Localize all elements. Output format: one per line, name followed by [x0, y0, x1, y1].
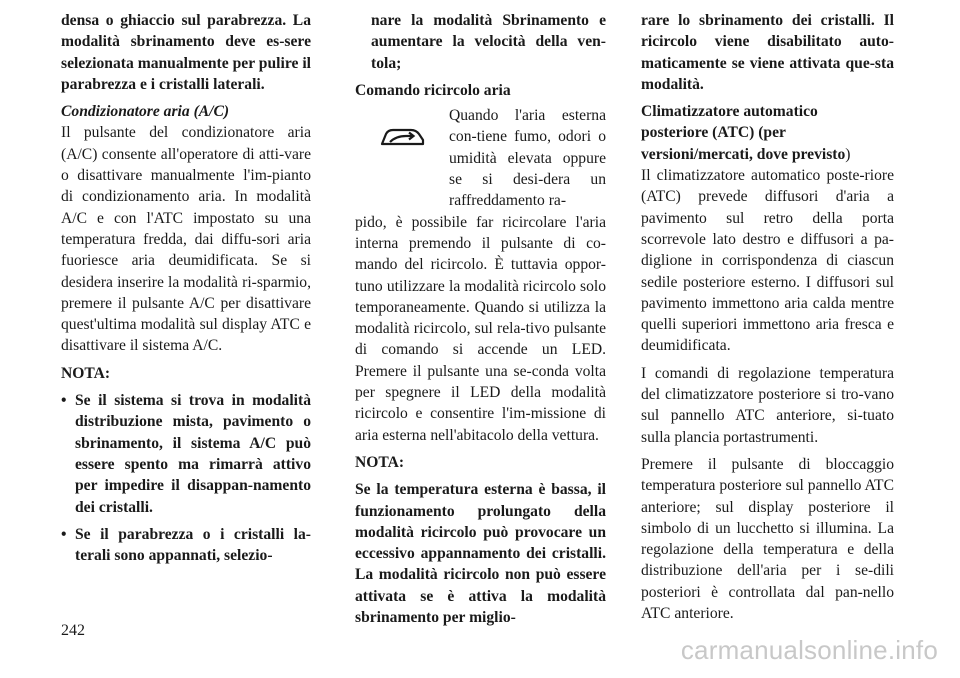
bullet-dot: •	[61, 392, 67, 410]
bullet-text: Se il sistema si trova in modalità distribuzione mista, pavimento o sbrinamento, il sistema A/C può essere spento ma rimarrà attivo per impedire il disappan-namento dei cristalli.	[75, 392, 311, 516]
intro-paragraph: densa o ghiaccio sul parabrezza. La modalità sbrinamento deve es-sere selezionata manualmente per pulire il parabrezza e i cristalli laterali.	[61, 12, 311, 93]
rear-atc-heading	[641, 101, 894, 165]
recirc-icon-text: Quando l'aria esterna con-tiene fumo, odori o umidità elevata oppure se si desi-dera un raffreddamento ra-	[449, 107, 606, 210]
column-middle	[355, 10, 606, 634]
bullet-2-continuation: nare la modalità Sbrinamento e aumentare la velocità della ven-tola;	[371, 12, 606, 72]
nota-label-1: NOTA:	[61, 364, 111, 382]
page-number: 242	[61, 622, 85, 639]
nota-label-2: NOTA:	[355, 453, 405, 471]
recirc-body: pido, è possibile far ricircolare l'aria interna premendo il pulsante di co-mando del ricircolo. È tuttavia oppor-tuno utilizzare la modalità ricircolo solo temporaneamente. Quando si utilizza la modalità ricircolo, sul rela-tivo pulsante di comando si accende un LED. Premere il pulsante una se-conda volta per spegnere il LED della modalità ricircolo e consentire l'im-missione di aria esterna nell'abitacolo della vettura.	[355, 213, 606, 444]
column-left	[61, 10, 311, 572]
rear-atc-lock: Premere il pulsante di bloccaggio temperatura posteriore sul pannello ATC anteriore; sul display posteriore il simbolo di un lucchetto si illumina. La regolazione della temperatura e della distribuzione dell'aria per i se-dili posteriori è controllata dal pan-nello ATC anteriore.	[641, 455, 894, 623]
nota-bullet-2	[61, 524, 311, 567]
watermark: carmanualsonline.info	[680, 635, 938, 665]
rear-atc-heading-line2: posteriore (ATC) (per	[641, 124, 786, 142]
nota-body-2: Se la temperatura esterna è bassa, il funzionamento prolungato della modalità ricircolo può provocare un eccessivo appannamento dei cristalli. La modalità ricircolo non può essere attivata se è attiva la modalità sbrinamento per miglio-	[355, 481, 606, 627]
rear-atc-body: Il climatizzatore automatico poste-riore (ATC) prevede diffusori d'aria a pavimento sul retro della porta scorrevole lato destro e diffusori a pa-diglione in corrispondenza di ciascun sedile posteriore esterno. I diffusori sul pavimento immettono aria calda mentre quelli superiori immettono aria fresca e deumidificata.	[641, 167, 894, 355]
rear-atc-heading-line3	[641, 144, 894, 165]
bullet-dot: •	[61, 525, 67, 543]
car-recirculation-icon	[355, 105, 449, 169]
column-right	[641, 10, 894, 630]
ac-body: Il pulsante del condizionatore aria (A/C) consente all'operatore di atti-vare o disattivare manualmente l'im-pianto di condizionamento aria. In modalità A/C e con l'ATC impostato su una temperatura fredda, dai diffu-sori aria fuoriesce aria deumidificata. Se si desidera inserire la modalità ri-sparmio, premere il pulsante A/C per disattivare quest'ultima modalità sul display ATC e disattivare il sistema A/C.	[61, 124, 311, 355]
rear-atc-heading-line1: Climatizzatore automatico	[641, 103, 818, 121]
recirc-continuation: rare lo sbrinamento dei cristalli. Il ricircolo viene disabilitato auto-maticamente se viene attivata que-sta modalità.	[641, 12, 894, 93]
rear-atc-heading-line3-text: versioni/mercati, dove previsto	[641, 145, 846, 163]
recirc-icon-block	[355, 105, 606, 211]
rear-atc-controls: I comandi di regolazione temperatura del climatizzatore posteriore si tro-vano sul pannello ATC anteriore, si-tuato sulla plancia portastrumenti.	[641, 364, 894, 446]
bullet-text: Se il parabrezza o i cristalli la-terali sono appannati, selezio-	[75, 525, 311, 565]
nota-bullet-1	[61, 390, 311, 518]
recirc-heading: Comando ricircolo aria	[355, 81, 511, 99]
rear-atc-heading-close: )	[845, 145, 851, 163]
ac-heading: Condizionatore aria (A/C)	[61, 103, 230, 121]
